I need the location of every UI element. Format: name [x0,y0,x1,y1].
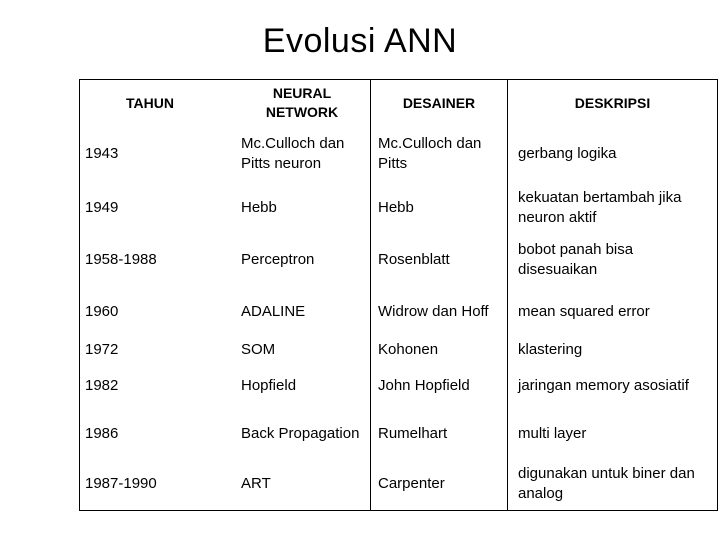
cell-designer: Rosenblatt [371,234,508,286]
cell-designer: Kohonen [371,338,508,362]
cell-description: jaringan memory asosiatif [508,362,718,410]
page-title: Evolusi ANN [262,22,458,60]
cell-designer: Rumelhart [371,410,508,458]
cell-year: 1986 [85,425,119,442]
header-year: TAHUN [126,94,174,111]
header-designer: DESAINER [371,80,508,127]
cell-network: Hopfield [241,377,297,394]
cell-year: 1943 [85,145,119,162]
cell-designer: Carpenter [371,458,508,511]
cell-description: klastering [508,338,718,362]
cell-description: digunakan untuk biner dan analog [508,458,718,511]
cell-designer: John Hopfield [371,362,508,410]
table-row [80,362,718,410]
cell-description: gerbang logika [508,126,718,182]
cell-description: bobot panah bisa disesuaikan [508,234,718,286]
cell-description: mean squared error [508,286,718,338]
table-row [80,286,718,338]
cell-network: Perceptron [241,251,315,268]
cell-year: 1960 [85,303,119,320]
cell-network: Hebb [241,199,277,216]
table-row [80,458,718,511]
table-row [80,410,718,458]
table-header-row [80,80,718,127]
cell-designer: Mc.Culloch dan Pitts [371,126,508,182]
cell-year: 1958-1988 [85,251,157,268]
table-row [80,338,718,362]
cell-network: ART [241,475,271,492]
cell-designer: Hebb [371,182,508,234]
table-row [80,234,718,286]
header-network: NEURAL NETWORK [265,85,339,120]
cell-network: SOM [241,341,276,358]
table-row [80,182,718,234]
cell-description: multi layer [508,410,718,458]
cell-network: Back Propagation [241,425,360,442]
table-row [80,126,718,182]
cell-year: 1949 [85,199,119,216]
ann-evolution-table [79,79,718,511]
cell-network: Mc.Culloch dan Pitts neuron [241,135,345,172]
cell-year: 1987-1990 [85,475,157,492]
cell-description: kekuatan bertambah jika neuron aktif [508,182,718,234]
cell-year: 1982 [85,377,119,394]
cell-network: ADALINE [241,303,306,320]
cell-designer: Widrow dan Hoff [371,286,508,338]
cell-year: 1972 [85,341,119,358]
header-description: DESKRIPSI [508,80,718,127]
